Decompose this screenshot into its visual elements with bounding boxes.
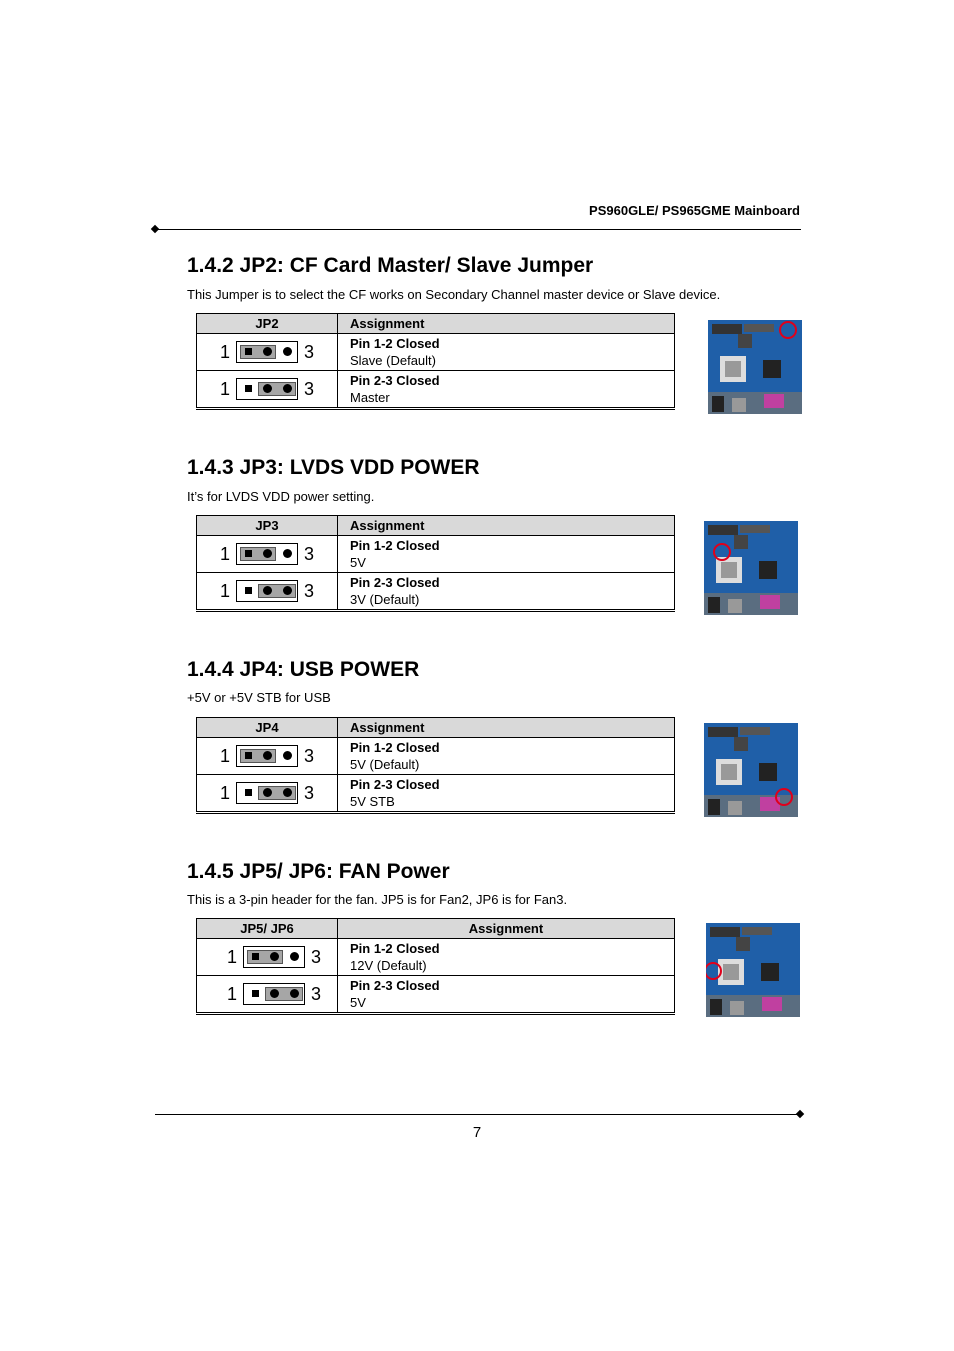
- table-header-assignment: Assignment: [338, 718, 675, 738]
- pin-setting-title: Pin 2-3 Closed: [350, 575, 440, 590]
- pin-setting-title: Pin 1-2 Closed: [350, 740, 440, 755]
- jumper-table-jp3: [196, 515, 675, 612]
- table-row: [197, 976, 675, 1014]
- mainboard-photo: [706, 923, 800, 1017]
- table-row: [197, 939, 675, 976]
- jumper-diagram-2-3: 1 3: [219, 378, 315, 399]
- table-header-jumper: JP3: [197, 516, 338, 536]
- table-row: [197, 775, 675, 813]
- table-header-assignment: Assignment: [338, 919, 675, 939]
- pin-setting-value: Slave (Default): [350, 353, 436, 368]
- jumper-table-jp4: [196, 717, 675, 814]
- footer-diamond: [796, 1110, 804, 1118]
- document-header-title: PS960GLE/ PS965GME Mainboard: [589, 203, 800, 218]
- pin-setting-value: 5V: [350, 995, 366, 1010]
- mainboard-photo: [704, 521, 798, 615]
- table-header-jumper: JP4: [197, 718, 338, 738]
- header-rule: [155, 229, 801, 230]
- section-title-jp4: 1.4.4 JP4: USB POWER: [187, 658, 420, 681]
- section-desc-jp4: +5V or +5V STB for USB: [187, 690, 331, 705]
- pin-setting-value: 12V (Default): [350, 958, 427, 973]
- footer-rule: [155, 1114, 801, 1115]
- section-title-jp3: 1.4.3 JP3: LVDS VDD POWER: [187, 456, 480, 479]
- section-desc-jp2: This Jumper is to select the CF works on Secondary Channel master device or Slave device.: [187, 287, 721, 302]
- pin-setting-title: Pin 1-2 Closed: [350, 941, 440, 956]
- section-desc-jp5-jp6: This is a 3-pin header for the fan. JP5 is for Fan2, JP6 is for Fan3.: [187, 892, 568, 907]
- jumper-table-jp5-jp6: [196, 918, 675, 1015]
- pin-setting-title: Pin 2-3 Closed: [350, 777, 440, 792]
- page-number: 7: [472, 1124, 482, 1141]
- pin-setting-value: 5V: [350, 555, 366, 570]
- pin-setting-value: 5V (Default): [350, 757, 420, 772]
- section-title-jp2: 1.4.2 JP2: CF Card Master/ Slave Jumper: [187, 254, 594, 277]
- table-header-assignment: Assignment: [338, 516, 675, 536]
- table-row: [197, 371, 675, 409]
- jumper-diagram-2-3: 1 3: [219, 580, 315, 601]
- section-title-jp5-jp6: 1.4.5 JP5/ JP6: FAN Power: [187, 860, 450, 883]
- table-row: [197, 334, 675, 371]
- table-row: [197, 573, 675, 611]
- pin-setting-value: 3V (Default): [350, 592, 420, 607]
- jumper-diagram-1-2: 1 3: [219, 745, 315, 766]
- section-desc-jp3: It’s for LVDS VDD power setting.: [187, 489, 375, 504]
- pin-setting-value: Master: [350, 390, 390, 405]
- table-row: [197, 536, 675, 573]
- table-row: [197, 738, 675, 775]
- header-diamond: [151, 225, 159, 233]
- pin-setting-title: Pin 2-3 Closed: [350, 978, 440, 993]
- jumper-diagram-1-2: 1 3: [219, 543, 315, 564]
- pin-setting-value: 5V STB: [350, 794, 395, 809]
- jumper-diagram-1-2: 1 3: [226, 946, 322, 967]
- pin-setting-title: Pin 2-3 Closed: [350, 373, 440, 388]
- mainboard-photo: [708, 320, 802, 414]
- jumper-diagram-2-3: 1 3: [226, 983, 322, 1004]
- table-header-jumper: JP2: [197, 314, 338, 334]
- table-header-assignment: Assignment: [338, 314, 675, 334]
- jumper-table-jp2: [196, 313, 675, 410]
- pin-setting-title: Pin 1-2 Closed: [350, 538, 440, 553]
- mainboard-photo: [704, 723, 798, 817]
- jumper-diagram-1-2: 1 3: [219, 341, 315, 362]
- pin-setting-title: Pin 1-2 Closed: [350, 336, 440, 351]
- table-header-jumper: JP5/ JP6: [197, 919, 338, 939]
- jumper-diagram-2-3: 1 3: [219, 782, 315, 803]
